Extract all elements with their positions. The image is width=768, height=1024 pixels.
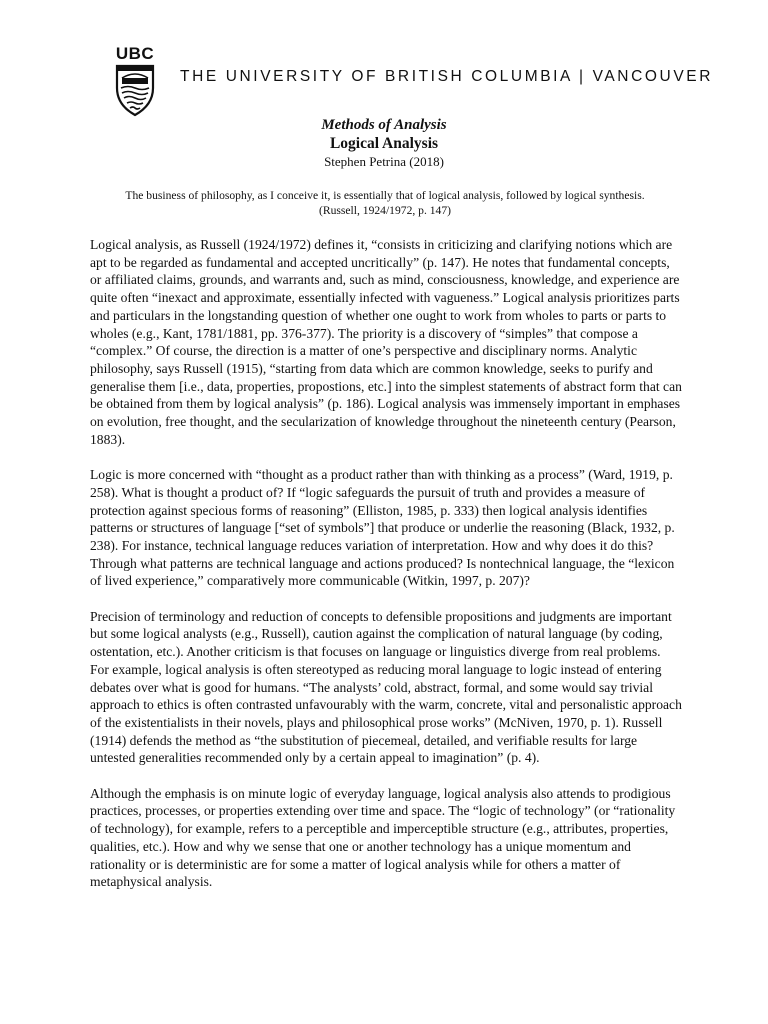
paragraph-2: Logic is more concerned with “thought as a product rather than with thinking as a process” (Ward, 1919, p. 258). What is thought a product of? If “logic safeguards the pursuit of truth and provides a measure of protection against specious forms of reasoning” (Elliston, 1985, p. 333) then logical analysis identifies patterns or structures of language [“set of symbols”] that produce or underlie the reasoning (Black, 1932, p. 238). For instance, technical language reduces variation of interpretation. How and why does it do this? Through what patterns are technical language and actions produced? Is nontechnical language, the “lexicon of lived experience,” comparatively more communicable (Witkin, 1997, p. 207)? <box>90 467 675 589</box>
ubc-crest-icon <box>110 44 160 118</box>
series-title: Methods of Analysis <box>321 117 447 133</box>
university-name: THE UNIVERSITY OF BRITISH COLUMBIA | VANCOUVER <box>180 68 714 85</box>
document-title: Logical Analysis <box>329 135 439 152</box>
ubc-logo <box>110 44 160 118</box>
epigraph <box>90 188 680 218</box>
author-line: Stephen Petrina (2018) <box>324 154 444 169</box>
paragraph-1: Logical analysis, as Russell (1924/1972) defines it, “consists in criticizing and clarifying notions which are apt to be regarded as fundamental and accepted uncritically” (p. 147). He notes that fundamental concepts, or affiliated claims, grounds, and warrants and, such as mind, consciousness, knowledge, and experience are quite often “inexact and approximate, essentially infected with vagueness.” Logical analysis prioritizes parts and particulars in the longstanding question of whether one ought to work from wholes to parts or parts to wholes (e.g., Kant, 1781/1881, pp. 376-377). The priority is a discovery of “simples” that compose a “complex.” Of course, the direction is a matter of one’s perspective and disciplinary norms. Analytic philosophy, says Russell (1915), “starting from data which are common knowledge, seeks to purify and generalise them [i.e., data, properties, propostions, etc.] into the simplest statements of abstract form that can be obtained from them by logical analysis” (p. 186). Logical analysis was immensely important in emphases on evolution, free thought, and the secularization of knowledge throughout the nineteenth century (Pearson, 1883). <box>90 237 682 447</box>
title-block <box>0 116 768 170</box>
ubc-logo-text: UBC <box>115 44 155 63</box>
paragraph-4: Although the emphasis is on minute logic of everyday language, logical analysis also attends to prodigious practices, processes, or properties extending over time and space. The “logic of technology” (or “rationality of technology), for example, refers to a perceptible and imperceptible structure (e.g., attributes, properties, qualities, etc.). How and why we sense that one or another technology has a unique momentum and rationality or is deterministic are for some a matter of logical analysis while for others a matter of metaphysical analysis. <box>90 785 676 890</box>
body-text <box>90 236 682 909</box>
letterhead <box>110 44 714 124</box>
epigraph-quote: The business of philosophy, as I conceive it, is essentially that of logical analysis, followed by logical synthesis. <box>125 189 645 202</box>
paragraph-3: Precision of terminology and reduction of concepts to defensible propositions and judgments are important but some logical analysts (e.g., Russell), caution against the complication of natural language (by coding, ostentation, etc.). Another criticism is that focuses on language or linguistics diverge from real problems. For example, logical analysis is often stereotyped as reducing moral language to logic instead of entering debates over what is good for humans. “The analysts’ cold, abstract, formal, and some would say trivial approach to ethics is often contrasted unfavourably with the warm, concrete, vital and personalistic approach of the existentialists in their novels, plays and philosophical prose works” (McNiven, 1970, p. 1). Russell (1914) defends the method as “the substitution of piecemeal, detailed, and verifiable results for large untested generalities recommended only by a certain appeal to imagination” (p. 4). <box>90 608 682 766</box>
epigraph-citation: (Russell, 1924/1972, p. 147) <box>318 204 452 217</box>
